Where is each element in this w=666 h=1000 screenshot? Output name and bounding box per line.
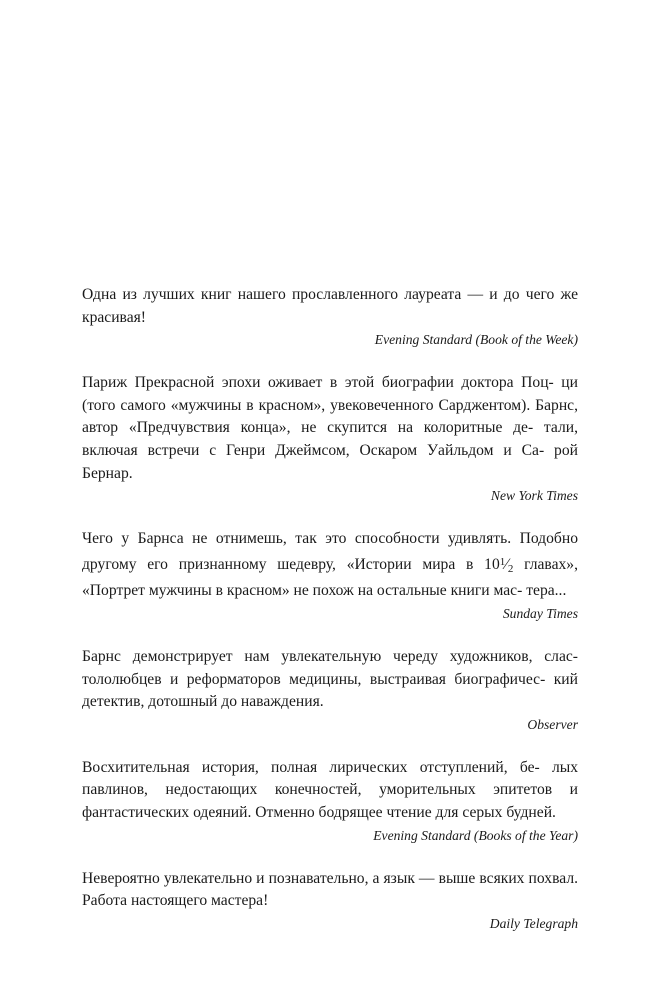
review-source: New York Times — [490, 488, 578, 504]
review-1 — [82, 284, 578, 351]
review-quote — [82, 284, 578, 329]
quote-line: кий детектив, дотошный до наваждения. — [82, 670, 578, 711]
quote-line: тололюбцев и реформаторов медицины, выстраивая биографичес- — [82, 670, 546, 688]
quote-line: лых павлинов, недостающих конечностей, уморительных эпитетов — [82, 758, 578, 799]
fraction-line-end: главах», — [513, 555, 578, 573]
review-3 — [82, 528, 578, 625]
fraction-slash: ⁄ — [505, 555, 508, 573]
quote-line: «Портрет мужчины в красном» не похож на остальные книги мас- — [82, 582, 523, 600]
review-4 — [82, 646, 578, 736]
quote-line: Невероятно увлекательно и познавательно, а язык — выше всяких — [82, 869, 525, 887]
fraction-denominator: 2 — [507, 562, 514, 575]
quote-line: Одна из лучших книг нашего прославленного лауреата — и до чего — [82, 286, 555, 303]
quote-line: будней. — [506, 803, 556, 821]
fraction-numerator: 1 — [499, 555, 506, 568]
quote-line: же красивая! — [82, 286, 578, 326]
review-2 — [82, 372, 578, 507]
quote-line: и фантастических одеяний. Отменно бодрящее чтение для серых — [82, 781, 579, 821]
review-6 — [82, 868, 578, 935]
review-source: Evening Standard (Book of the Week) — [374, 332, 578, 348]
review-quote — [82, 646, 578, 714]
quote-line: рой Бернар. — [82, 441, 578, 482]
quote-line: Восхитительная история, полная лирических отступлений, бе- — [82, 758, 540, 776]
review-quote — [82, 528, 578, 603]
quote-line: ци (того самого «мужчины в красном», увековеченного Сарджентом). — [82, 374, 578, 414]
review-quote — [82, 372, 578, 485]
quote-line: похвал. Работа настоящего мастера! — [82, 869, 578, 910]
fraction-line-start: другому его признанному шедевру, «Истории мира в 10 — [82, 555, 500, 573]
review-source: Sunday Times — [502, 605, 578, 621]
quote-line: Чего у Барнса не отнимешь, так это способности удивлять. Подобно — [82, 530, 578, 548]
quote-line-with-fraction — [82, 556, 578, 573]
review-source: Evening Standard (Books of the Year) — [373, 827, 578, 843]
reviews-page — [82, 284, 578, 956]
quote-line: тали, включая встречи с Генри Джеймсом, Оскаром Уайльдом и Са- — [82, 419, 579, 459]
review-quote — [82, 757, 578, 825]
quote-line: Барнс, автор «Предчувствия конца», не скупится на колоритные де- — [82, 396, 578, 437]
review-quote — [82, 868, 578, 913]
quote-line: Барнс демонстрирует нам увлекательную череду художников, слас- — [82, 647, 578, 665]
quote-line: тера... — [526, 582, 567, 600]
review-5 — [82, 757, 578, 847]
review-source: Observer — [527, 716, 578, 732]
quote-line: Париж Прекрасной эпохи оживает в этой биографии доктора Поц- — [82, 374, 554, 392]
review-source: Daily Telegraph — [489, 915, 578, 931]
